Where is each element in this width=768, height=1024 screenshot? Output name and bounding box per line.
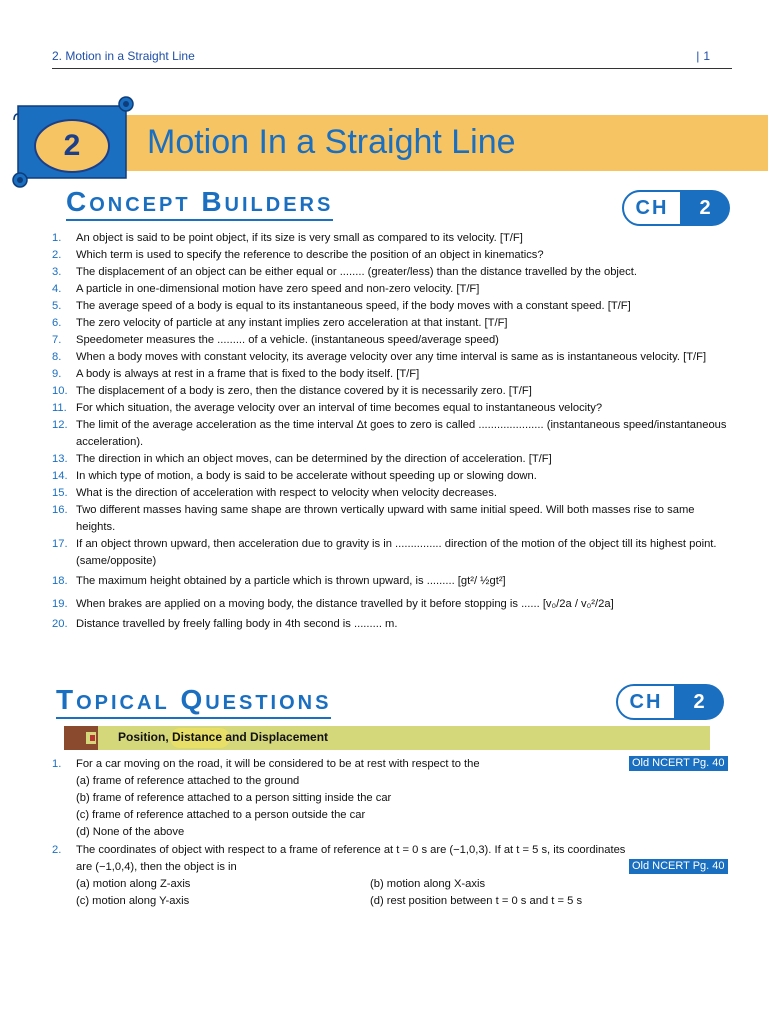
list-item: 8. When a body moves with constant velocity, its average velocity over any time interval is same as is instantaneous velocity. [T/F] bbox=[52, 351, 707, 363]
section-marker-icon bbox=[64, 726, 98, 750]
question-text: For a car moving on the road, it will be considered to be at rest with respect to the bbox=[76, 758, 480, 770]
list-item: 19. When brakes are applied on a moving body, the distance travelled by it before stopping is ...... [v₀/2a / v₀²/2a] bbox=[52, 598, 614, 610]
list-item: 2. Which term is used to specify the reference to describe the position of an object in kinematics? bbox=[52, 249, 544, 261]
list-item: 16. Two different masses having same shape are thrown vertically upward with same initial speed. Will both masses rise to same heights. bbox=[52, 504, 695, 533]
chapter-title: Motion In a Straight Line bbox=[147, 123, 516, 161]
list-item: 17. If an object thrown upward, then acceleration due to gravity is in ............... direction of the motion of the object till its highest point. (same/opposite) bbox=[52, 538, 717, 567]
header-page: | 1 bbox=[696, 49, 710, 63]
source-tag: Old NCERT Pg. 40 bbox=[629, 859, 728, 874]
question-text: The coordinates of object with respect to a frame of reference at t = 0 s are (−1,0,3). If at t = 5 s, its coordinates bbox=[76, 844, 626, 856]
chapter-badge-number: 2 bbox=[674, 684, 724, 720]
list-item: 1. An object is said to be point object, if its size is very small as compared to its velocity. [T/F] bbox=[52, 232, 523, 244]
list-item: 9. A body is always at rest in a frame that is fixed to the body itself. [T/F] bbox=[52, 368, 420, 380]
list-item: 13. The direction in which an object moves, can be determined by the direction of acceleration. [T/F] bbox=[52, 453, 552, 465]
source-tag: Old NCERT Pg. 40 bbox=[629, 756, 728, 771]
topical-questions-title: Topical Questions bbox=[56, 684, 331, 719]
list-item: 18. The maximum height obtained by a particle which is thrown upward, is ......... [gt²/ ½gt²] bbox=[52, 575, 506, 587]
subsection-bar bbox=[64, 726, 710, 750]
option: (d) None of the above bbox=[76, 826, 185, 838]
topical-question-2: 2. The coordinates of object with respect to a frame of reference at t = 0 s are (−1,0,3). If at t = 5 s, its coordinates are (−1,0,4), then the object is in (a) motion along Z-axis (b) motion along X-axis (c) motion along Y-axis (d) rest position between t = 0 s and t = 5 s bbox=[52, 842, 732, 912]
chapter-badge bbox=[622, 190, 730, 226]
concept-builders-title: Concept Builders bbox=[66, 186, 333, 221]
chapter-badge-label: CH bbox=[616, 684, 676, 720]
chapter-number-badge: 2 bbox=[34, 119, 110, 173]
running-header bbox=[52, 48, 732, 69]
list-item: 7. Speedometer measures the ......... of a vehicle. (instantaneous speed/average speed) bbox=[52, 334, 499, 346]
list-item: 3. The displacement of an object can be either equal or ........ (greater/less) than the distance travelled by the object. bbox=[52, 266, 637, 278]
option: (c) motion along Y-axis bbox=[76, 895, 190, 907]
header-chapter-ref: 2. Motion in a Straight Line bbox=[52, 49, 195, 63]
subsection-title: Position, Distance and Displacement bbox=[118, 730, 329, 744]
page-number: 1 bbox=[703, 49, 710, 63]
option: (a) motion along Z-axis bbox=[76, 878, 191, 890]
list-item: 5. The average speed of a body is equal to its instantaneous speed, if the body moves with a constant speed. [T/F] bbox=[52, 300, 631, 312]
question-text: are (−1,0,4), then the object is in bbox=[76, 861, 237, 873]
option: (d) rest position between t = 0 s and t = 5 s bbox=[370, 895, 583, 907]
topical-question-1: 1. For a car moving on the road, it will be considered to be at rest with respect to the (a) frame of reference attached to the ground (b) frame of reference attached to a person sitting inside the car (c) frame of reference attached to a person outside the car (d) None of the above bbox=[52, 756, 732, 842]
option: (a) frame of reference attached to the ground bbox=[76, 775, 300, 787]
list-item: 11. For which situation, the average velocity over an interval of time becomes equal to instantaneous velocity? bbox=[52, 402, 603, 414]
concept-question-list bbox=[52, 230, 732, 633]
chapter-badge bbox=[616, 684, 724, 720]
option: (b) motion along X-axis bbox=[370, 878, 486, 890]
list-item: 6. The zero velocity of particle at any instant implies zero acceleration at that instant. [T/F] bbox=[52, 317, 508, 329]
list-item: 20. Distance travelled by freely falling body in 4th second is ......... m. bbox=[52, 618, 398, 630]
list-item: 14. In which type of motion, a body is said to be accelerate without speeding up or slowing down. bbox=[52, 470, 537, 482]
option: (b) frame of reference attached to a person sitting inside the car bbox=[76, 792, 392, 804]
list-item: 4. A particle in one-dimensional motion have zero speed and non-zero velocity. [T/F] bbox=[52, 283, 480, 295]
list-item: 12. The limit of the average acceleration as the time interval Δt goes to zero is called ..................... (instantaneous speed/instantaneous acceleration). bbox=[52, 419, 727, 448]
option: (c) frame of reference attached to a person outside the car bbox=[76, 809, 366, 821]
list-item: 10. The displacement of a body is zero, then the distance covered by it is necessarily zero. [T/F] bbox=[52, 385, 532, 397]
chapter-badge-label: CH bbox=[622, 190, 682, 226]
chapter-badge-number: 2 bbox=[680, 190, 730, 226]
list-item: 15. What is the direction of acceleration with respect to velocity when velocity decreases. bbox=[52, 487, 497, 499]
